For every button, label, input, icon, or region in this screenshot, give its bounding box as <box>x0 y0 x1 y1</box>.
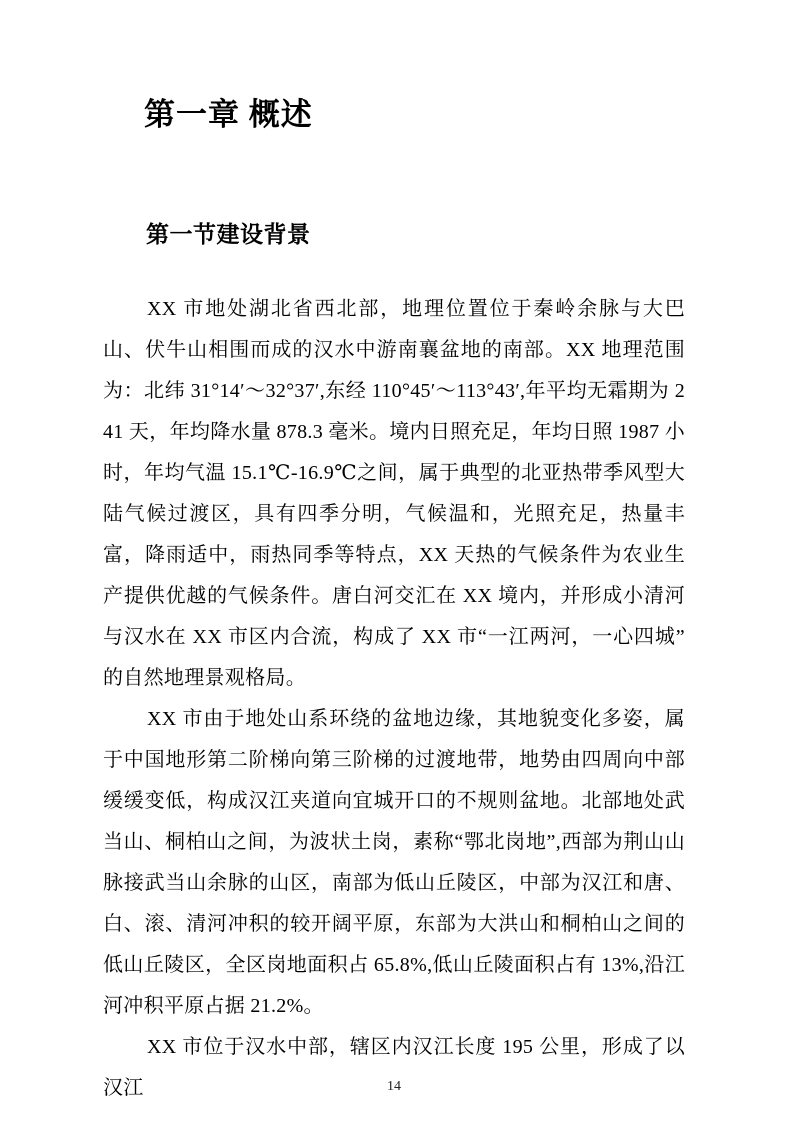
paragraph-geography-climate: XX 市地处湖北省西北部，地理位置位于秦岭余脉与大巴山、伏牛山相围而成的汉水中游南襄盆地的南部。XX 地理范围为：北纬 31°14′～32°37′,东经 110°45′～113°43′,年平均无霜期为 241 天，年均降水量 878.3 毫米。境内日照充足，年均日照 1987 小时，年均气温 15.1℃-16.9℃之间，属于典型的北亚热带季风型大陆气候过渡区，具有四季分明，气候温和，光照充足，热量丰富，降雨适中，雨热同季等特点，XX 天热的气候条件为农业生产提供优越的气候条件。唐白河交汇在 XX 境内，并形成小清河与汉水在 XX 市区内合流，构成了 XX 市“一江两河，一心四城”的自然地理景观格局。 <box>103 298 685 690</box>
page-content <box>103 0 685 1109</box>
paragraph-hanjiang: XX 市位于汉水中部，辖区内汉江长度 195 公里，形成了以汉江 <box>103 1036 685 1100</box>
section-title: 第一节建设背景 <box>146 221 311 247</box>
chapter-title: 第一章 概述 <box>144 97 313 132</box>
paragraph-terrain: XX 市由于地处山系环绕的盆地边缘，其地貌变化多姿，属于中国地形第二阶梯向第三阶梯的过渡地带，地势由四周向中部缓缓变低，构成汉江夹道向宜城开口的不规则盆地。北部地处武当山、桐柏山之间，为波状土岗，素称“鄂北岗地”,西部为荆山山脉接武当山余脉的山区，南部为低山丘陵区，中部为汉江和唐、白、滚、清河冲积的较开阔平原，东部为大洪山和桐柏山之间的低山丘陵区，全区岗地面积占 65.8%,低山丘陵面积占有 13%,沿江河冲积平原占据 21.2%。 <box>103 708 685 1018</box>
page-number: 14 <box>387 1079 401 1094</box>
body-text <box>103 289 685 1109</box>
